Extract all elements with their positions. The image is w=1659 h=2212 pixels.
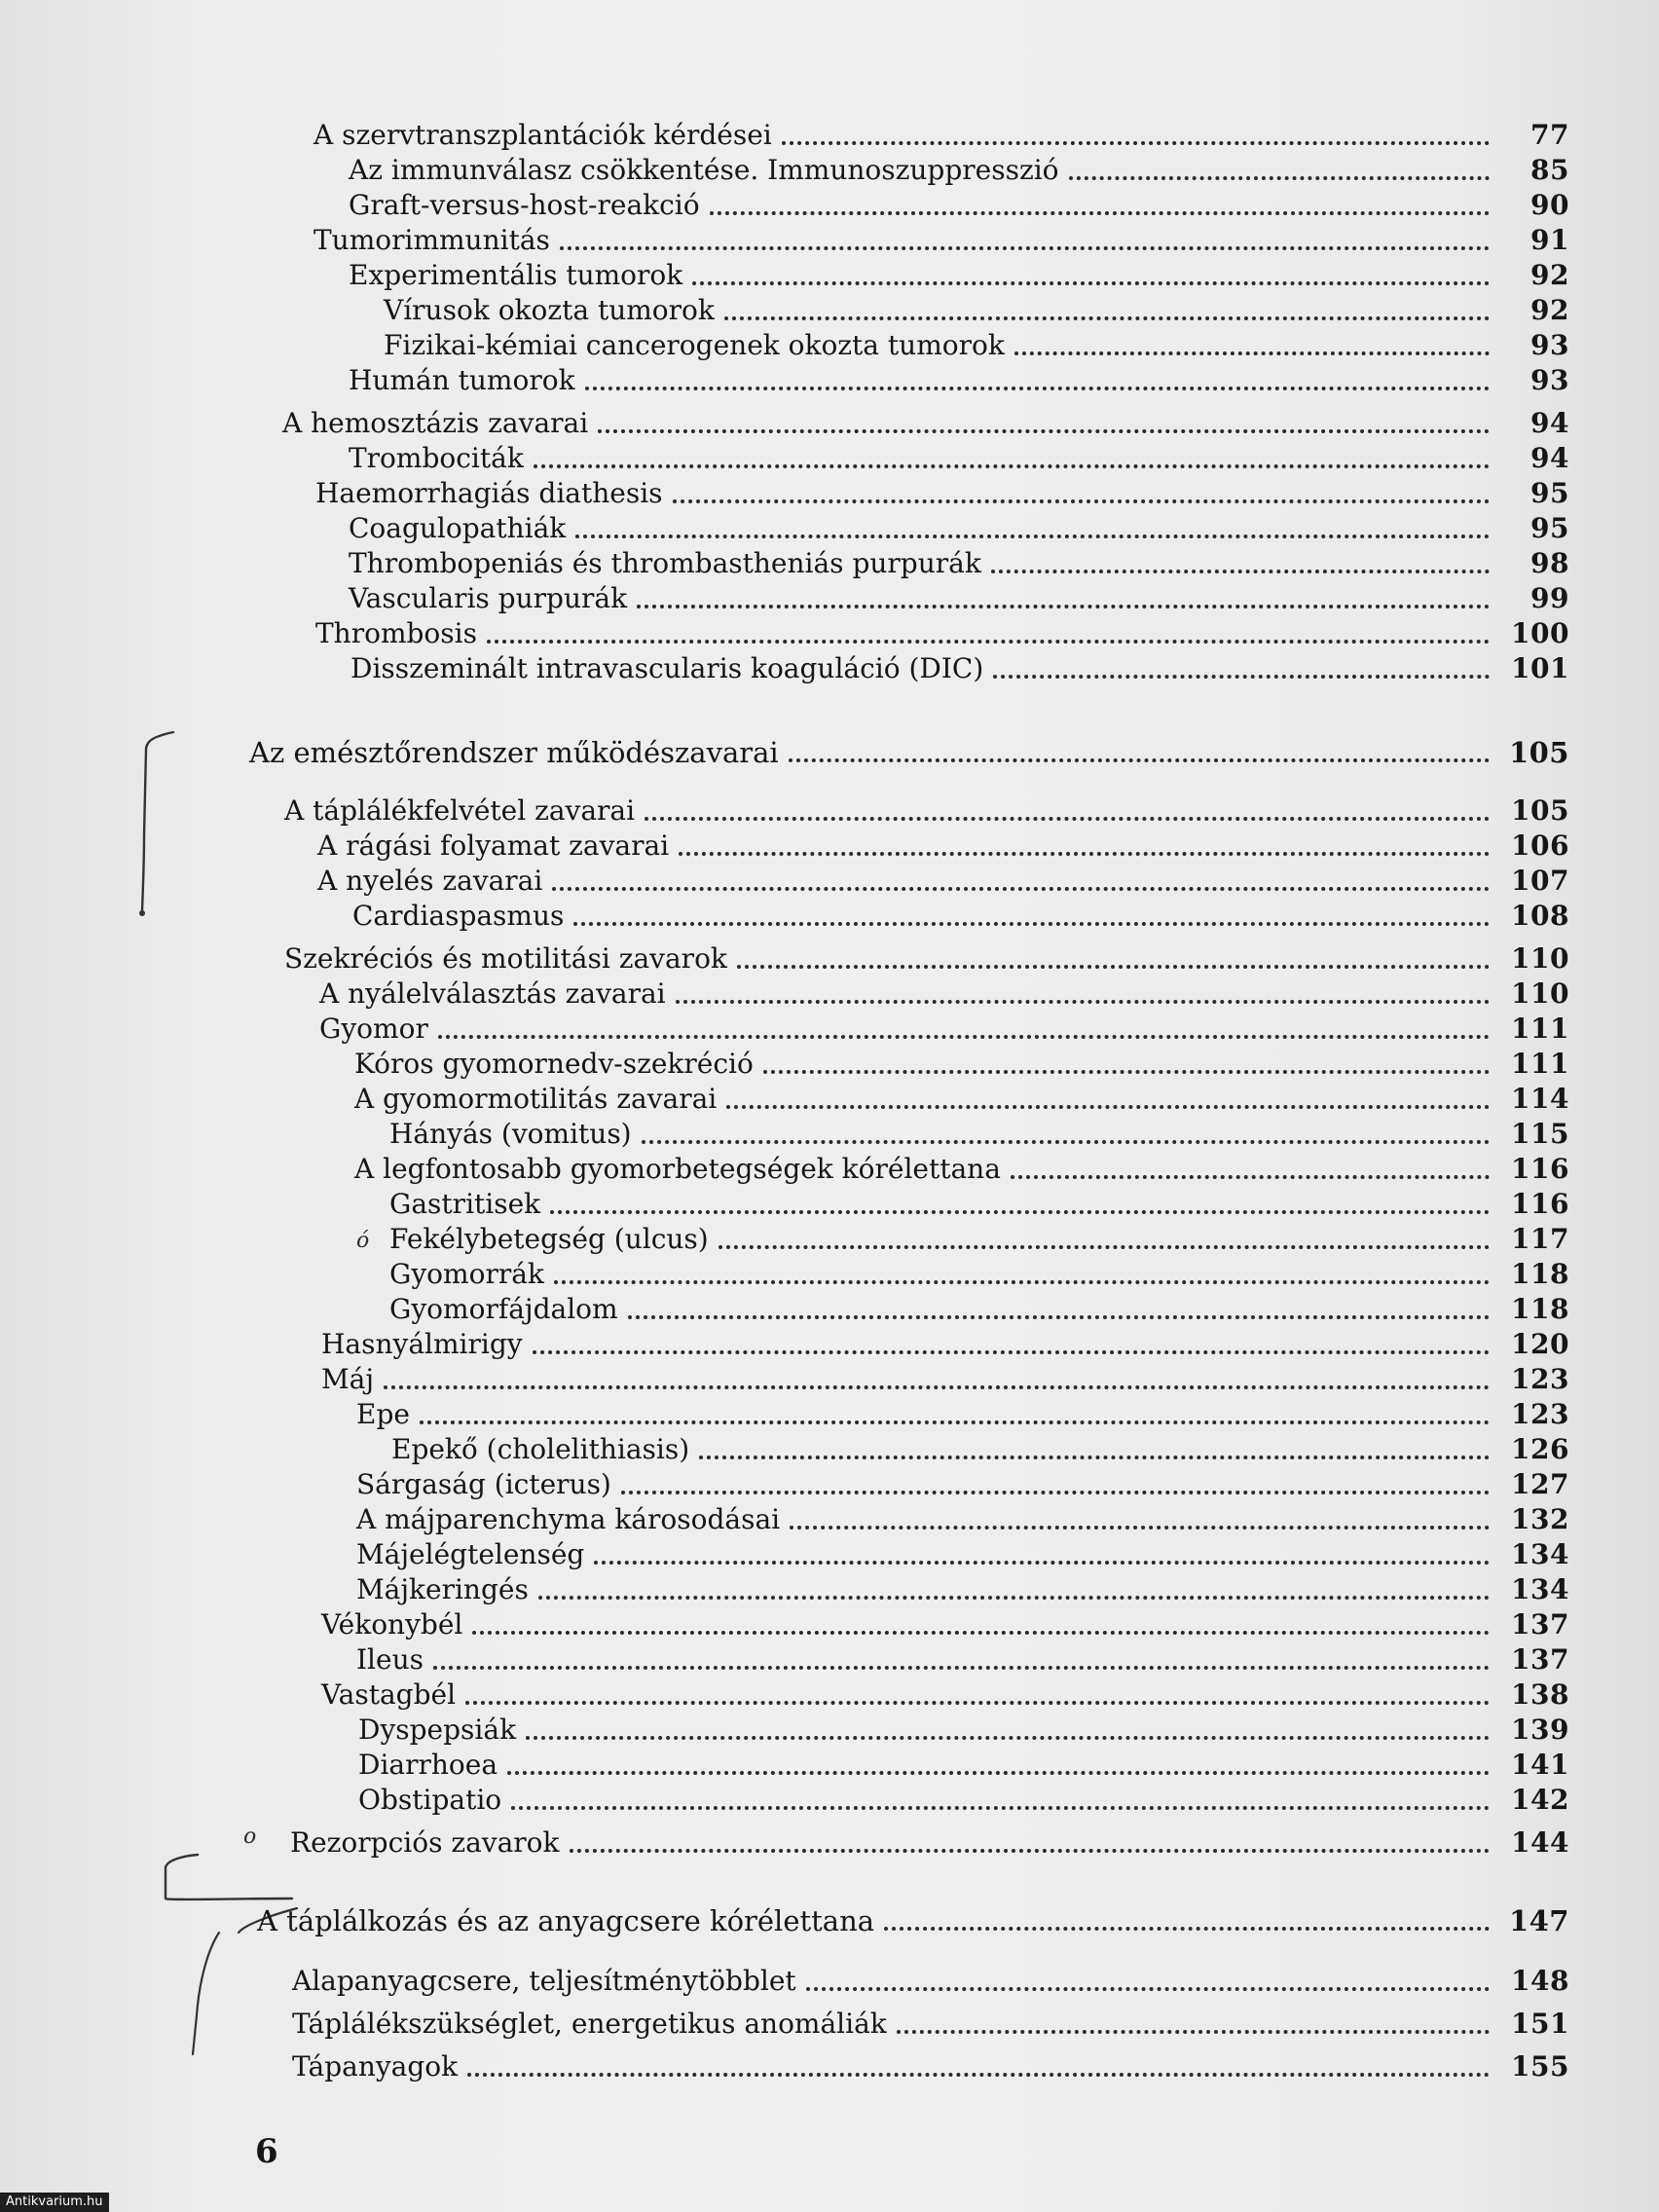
toc-entry-title: Epe [356,1398,410,1430]
toc-entry [321,1357,1569,1396]
toc-entry-title: A gyomormotilitás zavarai [354,1083,718,1115]
dot-leader [692,268,1490,285]
toc-entry [349,506,1569,545]
dot-leader [534,451,1490,468]
dot-leader [724,303,1490,320]
toc-entry [349,576,1569,615]
toc-entry-title: Coagulopathiák [349,512,567,544]
toc-entry [389,1287,1569,1326]
toc-entry-title: Kóros gyomornedv-szekréció [354,1048,754,1080]
dot-leader [384,1372,1490,1389]
toc-entry [356,1567,1569,1606]
watermark: Antikvarium.hu [0,2193,109,2212]
handwritten-mark: o [243,1825,257,1849]
handwritten-mark: ó [356,1229,370,1253]
dot-leader [897,2016,1490,2034]
toc-entry [349,358,1569,397]
dot-leader [533,1337,1490,1354]
dot-leader [782,128,1490,145]
toc-entry [389,1252,1569,1291]
toc-entry-title: A táplálékfelvétel zavarai [284,794,636,827]
dot-leader [507,1757,1490,1775]
toc-entry [292,1959,1569,1998]
toc-entry-page: 126 [1511,1433,1569,1465]
toc-entry [321,1673,1569,1712]
toc-entry [389,1182,1569,1221]
dot-leader [550,1197,1490,1214]
toc-entry [292,2002,1569,2041]
toc-entry-page: 100 [1511,617,1569,649]
toc-entry-page: 111 [1511,1048,1569,1080]
toc-entry-title: A hemosztázis zavarai [282,407,589,439]
toc-entry-page: 108 [1511,900,1569,932]
toc-entry [319,1007,1569,1046]
toc-entry-title: Graft-versus-host-reakció [349,189,700,221]
toc-entry-page: 132 [1511,1503,1569,1535]
toc-entry-title: Ileus [356,1643,424,1676]
toc-entry-title: Fizikai-kémiai cancerogenek okozta tumorok [384,329,1005,361]
toc-entry-title: Gyomor [319,1013,428,1045]
toc-entry [384,288,1569,327]
toc-entry-page: 151 [1511,2008,1569,2040]
toc-entry [354,1077,1569,1116]
toc-entry [356,1497,1569,1536]
toc-entry-page: 101 [1511,652,1569,684]
toc-entry-page: 123 [1511,1363,1569,1395]
toc-entry-title: Hasnyálmirigy [321,1328,523,1360]
dot-leader [637,591,1490,608]
toc-entry [282,401,1569,440]
toc-entry-title: Vékonybél [321,1608,463,1641]
toc-entry-title: Thrombopeniás és thrombastheniás purpurák [349,547,981,579]
dot-leader [433,1652,1490,1670]
toc-entry-title: Gastritisek [389,1188,541,1220]
dot-leader [993,661,1490,679]
toc-entry-page: 116 [1511,1153,1569,1185]
dot-leader [679,838,1490,856]
toc-entry-page: 114 [1511,1083,1569,1115]
toc-entry-page: 107 [1511,865,1569,897]
toc-entry-page: 105 [1508,736,1569,769]
dot-leader [467,2059,1490,2077]
toc-entry-title: Fekélybetegség (ulcus) [389,1223,709,1255]
toc-entry-title: Thrombosis [315,617,477,649]
toc-entry-title: Vastagbél [321,1678,457,1711]
toc-entry [349,436,1569,475]
toc-entry-page: 98 [1530,547,1569,579]
toc-entry-page: 137 [1511,1643,1569,1676]
dot-leader [719,1232,1490,1249]
toc-entry [313,113,1569,152]
dot-leader [737,951,1490,969]
toc-entry [349,541,1569,580]
dot-leader [598,416,1490,433]
toc-entry-title: Tumorimmunitás [313,224,550,256]
dot-leader [594,1547,1490,1565]
toc-entry-title: Vascularis purpurák [349,582,628,614]
dot-leader [645,803,1490,821]
toc-entry-title: Humán tumorok [349,364,575,396]
toc-entry [315,471,1569,510]
toc-entry-page: 117 [1511,1223,1569,1255]
toc-entry-page: 134 [1511,1573,1569,1605]
toc-entry [290,1821,1569,1860]
toc-entry [356,1392,1569,1431]
toc-entry-title: Táplálékszükséglet, energetikus anomáliák [292,2008,887,2040]
toc-entry [284,937,1569,976]
toc-entry [349,148,1569,187]
dot-leader [710,198,1490,215]
dot-leader [789,745,1490,762]
toc-entry-title: Cardiaspasmus [352,900,565,932]
toc-entry-title: Sárgaság (icterus) [356,1468,611,1500]
toc-entry-page: 110 [1511,977,1569,1010]
toc-entry [317,859,1569,898]
dot-leader [465,1687,1490,1705]
toc-entry-title: Epekő (cholelithiasis) [391,1433,690,1465]
toc-entry-page: 91 [1530,224,1569,256]
toc-entry [391,1427,1569,1466]
toc-entry [319,972,1569,1011]
toc-entry-title: Rezorpciós zavarok [290,1826,560,1859]
dot-leader [763,1056,1490,1074]
toc-entry [356,1638,1569,1677]
toc-entry [358,1708,1569,1747]
toc-entry-title: Májelégtelenség [356,1538,585,1570]
toc-entry-page: 106 [1511,830,1569,862]
toc-entry-page: 142 [1511,1784,1569,1816]
dot-leader [526,1722,1490,1740]
toc-entry-page: 118 [1511,1258,1569,1290]
toc-entry-page: 134 [1511,1538,1569,1570]
toc-entry-title: Disszeminált intravascularis koaguláció (DIC) [350,652,984,684]
dot-leader [1069,163,1490,180]
toc-entry-title: A nyelés zavarai [317,865,543,897]
toc-entry [284,789,1569,828]
toc-entry-page: 111 [1511,1013,1569,1045]
toc-entry-title: Experimentális tumorok [349,259,683,291]
toc-entry-page: 85 [1530,154,1569,186]
toc-entry-page: 105 [1511,794,1569,827]
dot-leader [511,1792,1490,1810]
dot-leader [884,1913,1490,1931]
dot-leader [628,1302,1490,1319]
toc-entry-page: 95 [1530,512,1569,544]
toc-entry [389,1112,1569,1151]
toc-entry [356,1532,1569,1571]
toc-entry-title: Gyomorfájdalom [389,1293,618,1325]
toc-entry [349,253,1569,292]
toc-entry [292,2045,1569,2083]
toc-entry [384,323,1569,362]
toc-chapter-entry [257,1899,1569,1937]
page-number: 6 [255,2132,278,2171]
toc-entry [315,611,1569,650]
toc-entry-page: 127 [1511,1468,1569,1500]
toc-entry-title: Az emésztőrendszer működészavarai [249,736,779,769]
toc-entry-title: Hányás (vomitus) [389,1118,632,1150]
toc-entry [354,1042,1569,1081]
dot-leader [575,521,1490,538]
toc-entry-page: 94 [1530,407,1569,439]
toc-entry-page: 93 [1530,329,1569,361]
toc-entry-title: Dyspepsiák [358,1714,517,1746]
toc-entry-title: Szekréciós és motilitási zavarok [284,942,727,975]
toc-entry-title: Májkeringés [356,1573,529,1605]
toc-entry-title: Gyomorrák [389,1258,544,1290]
toc-entry-page: 99 [1530,582,1569,614]
dot-leader [1011,1161,1490,1179]
toc-entry [354,1147,1569,1186]
dot-leader [554,1267,1490,1284]
dot-leader [1014,338,1490,355]
toc-entry-page: 141 [1511,1749,1569,1781]
toc-entry [321,1322,1569,1361]
toc-entry-page: 92 [1530,259,1569,291]
toc-entry-title: Haemorrhagiás diathesis [315,477,663,509]
dot-leader [642,1126,1490,1144]
toc-entry-page: 137 [1511,1608,1569,1641]
toc-entry-title: A legfontosabb gyomorbetegségek kórélettana [354,1153,1001,1185]
toc-entry-title: Alapanyagcsere, teljesítménytöbblet [292,1965,796,1997]
toc-entry-page: 144 [1511,1826,1569,1859]
toc-entry-page: 110 [1511,942,1569,975]
toc-entry-title: Trombociták [349,442,524,474]
toc-entry-page: 123 [1511,1398,1569,1430]
toc-entry [313,218,1569,257]
toc-entry [389,1217,1569,1256]
dot-leader [573,908,1490,926]
toc-entry-page: 155 [1511,2050,1569,2083]
toc-entry [356,1462,1569,1501]
toc-entry-page: 95 [1530,477,1569,509]
toc-entry-page: 148 [1511,1965,1569,1997]
toc-entry [349,183,1569,222]
toc-entry [352,894,1569,933]
toc-entry-title: Obstipatio [358,1784,502,1816]
toc-entry-title: A rágási folyamat zavarai [317,830,670,862]
toc-entry [358,1743,1569,1782]
toc-entry-page: 77 [1530,119,1569,151]
dot-leader [991,556,1490,573]
toc-entry [350,646,1569,685]
toc-entry-page: 120 [1511,1328,1569,1360]
toc-entry [317,824,1569,863]
toc-entry-page: 90 [1530,189,1569,221]
toc-entry-page: 139 [1511,1714,1569,1746]
dot-leader [560,233,1490,250]
dot-leader [621,1477,1490,1494]
dot-leader [538,1582,1490,1600]
toc-entry-title: Diarrhoea [358,1749,498,1781]
toc-entry-page: 138 [1511,1678,1569,1711]
toc-entry-title: A táplálkozás és az anyagcsere kórélettana [257,1904,875,1937]
toc-entry [321,1603,1569,1641]
dot-leader [487,626,1490,644]
dot-leader [726,1091,1490,1109]
toc-entry-title: A szervtranszplantációk kérdései [313,119,772,151]
dot-leader [570,1835,1491,1853]
toc-entry-page: 147 [1508,1904,1569,1937]
dot-leader [673,486,1490,503]
toc-entry-title: Máj [321,1363,375,1395]
dot-leader [676,986,1490,1004]
toc-entry-title: A májparenchyma károsodásai [356,1503,781,1535]
toc-entry-title: A nyálelválasztás zavarai [319,977,666,1010]
dot-leader [585,373,1490,390]
toc-entry-title: Az immunválasz csökkentése. Immunoszuppresszió [349,154,1059,186]
toc-entry [358,1778,1569,1817]
toc-entry-page: 94 [1530,442,1569,474]
toc-entry-page: 115 [1511,1118,1569,1150]
dot-leader [438,1021,1490,1039]
toc-entry-title: Tápanyagok [292,2050,459,2083]
toc-entry-title: Vírusok okozta tumorok [384,294,715,326]
toc-entry-page: 116 [1511,1188,1569,1220]
dot-leader [699,1442,1490,1459]
dot-leader [806,1973,1490,1991]
toc-entry-page: 93 [1530,364,1569,396]
toc-entry-page: 92 [1530,294,1569,326]
toc-entry-page: 118 [1511,1293,1569,1325]
dot-leader [472,1617,1490,1635]
dot-leader [552,873,1490,891]
toc-chapter-entry [249,730,1569,769]
dot-leader [790,1512,1490,1530]
dot-leader [420,1407,1490,1424]
